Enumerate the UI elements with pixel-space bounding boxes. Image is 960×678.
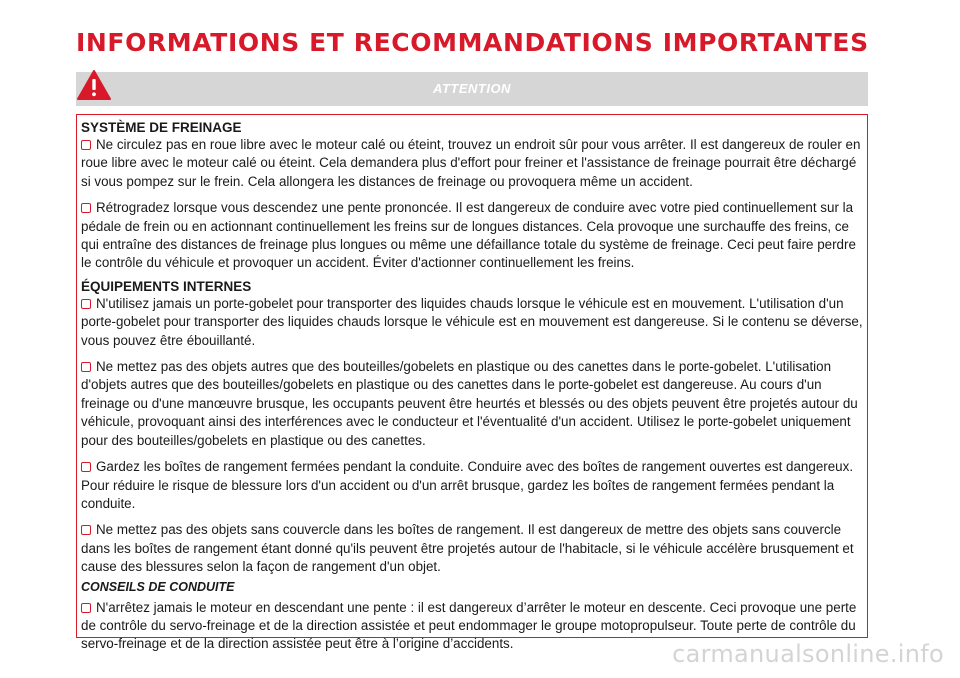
checkbox-bullet-icon [81,603,91,613]
item-text: Gardez les boîtes de rangement fermées pendant la conduite. Conduire avec des boîtes de rangement ouvertes est dangereux. Pour réduire le risque de blessure lors d'un accident ou d'un arrêt brusque, gardez les boîtes de rangement fermées pendant la conduite. [81,459,854,511]
item-text: Ne circulez pas en roue libre avec le moteur calé ou éteint, trouvez un endroit sûr pour vous arrêter. Il est dangereux de rouler en roue libre avec le moteur calé ou éteint. Cela demandera plus d'effort pour freiner et l'assistance de freinage pourrait être déchargé si vous pompez sur le frein. Cela allongera les distances de freinage ou provoquera même un accident. [81,137,861,189]
warning-banner [76,72,868,106]
warning-label: ATTENTION [433,81,511,96]
item-text: N'arrêtez jamais le moteur en descendant une pente : il est dangereux d’arrêter le moteur en descente. Ceci provoque une perte de contrôle du servo-freinage et de la direction assistée et peut endommager le groupe motopropulseur. Toute perte de contrôle du servo-freinage et de la direction assistée peut être à l’origine d’accidents. [81,599,857,652]
item-text: N'utilisez jamais un porte-gobelet pour transporter des liquides chauds lorsque le véhicule est en mouvement. L'utilisation d'un porte-gobelet pour transporter des liquides chauds lorsque le véhicule est en mouvement est dangereuse. Si le contenu se déverse, vous pouvez être ébouillanté. [81,295,863,348]
checkbox-bullet-icon [81,203,91,213]
list-item [81,136,863,191]
item-text: Ne mettez pas des objets sans couvercle dans les boîtes de rangement. Il est dangereux de mettre des objets sans couvercle dans les boîtes de rangement étant donné qu'ils peuvent être projetés autour de l'habitacle, si le véhicule accélère brusquement et cause des blessures selon la façon de rangement d'un objet. [81,522,854,575]
item-text: Ne mettez pas des objets autres que des bouteilles/gobelets en plastique ou des canettes dans le porte-gobelet. L'utilisation d'objets autres que des bouteilles/gobelets en plastique ou des canettes dans le porte-gobelet est dangereuse. Au cours d'un freinage ou d'une manœuvre brusque, les occupants peuvent être heurtés et blessés ou des objets peuvent être projetés autour du véhicule, provoquant ainsi des interférences avec le conducteur et l'éventualité d'un accident. Utilisez le porte-gobelet uniquement pour des bouteilles/gobelets en plastique ou des canettes. [81,359,858,448]
section-heading-interior: ÉQUIPEMENTS INTERNES [81,278,252,294]
checkbox-bullet-icon [81,299,91,309]
list-item [81,199,863,273]
checkbox-bullet-icon [81,362,91,372]
section-heading-driving: CONSEILS DE CONDUITE [81,579,235,594]
list-item [81,295,863,350]
list-item [81,458,863,513]
list-item [81,521,863,576]
checkbox-bullet-icon [81,525,91,535]
item-text: Rétrogradez lorsque vous descendez une pente prononcée. Il est dangereux de conduire avec votre pied continuellement sur la pédale de frein ou en actionnant continuellement les freins sur de longues distances. Cela provoque une surchauffe des freins, ce qui entraîne des distances de freinage plus longues ou même une défaillance totale du système de freinage. Ceci peut faire perdre le contrôle du véhicule et provoquer un accident. Éviter d'actionner continuellement les freins. [81,200,856,271]
page-title: INFORMATIONS ET RECOMMANDATIONS IMPORTANTES [76,28,869,57]
watermark: carmanualsonline.info [672,640,944,668]
warning-content-box [76,114,868,652]
list-item [81,358,863,450]
section-heading-braking: SYSTÈME DE FREINAGE [81,120,242,135]
checkbox-bullet-icon [81,462,91,472]
checkbox-bullet-icon [81,140,91,150]
